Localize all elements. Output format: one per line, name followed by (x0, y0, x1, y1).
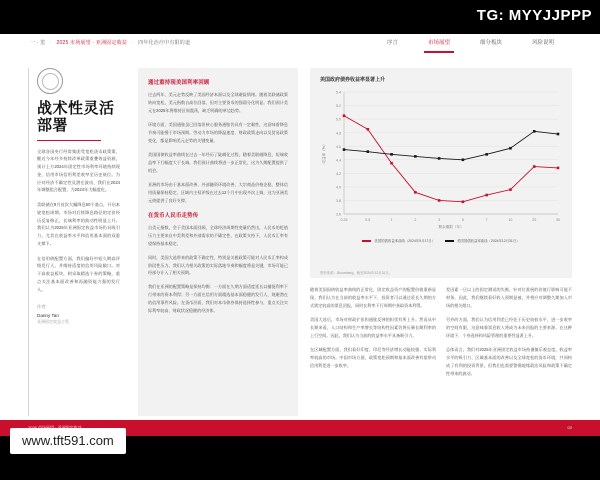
navbar (0, 34, 600, 57)
middle-text-column (138, 68, 298, 416)
breadcrumb-separator: · (131, 40, 134, 46)
hero-paragraph: 在信用债配置方面，我们偏好中短久期高评级发行人，并维持适度的信用风险敞口。对于高收益板块，则采取精选个券的策略，重点关注基本面改善和再融资能力强的发行人。 (37, 255, 120, 292)
body-paragraph: 环境方面，美国通胀虽已回落但核心服务通胀仍具有一定黏性，这意味着降息节奏可能慢于市场预期。劳动力市场的降温速度、财政政策走向以及贸易政策变化，都是影响美元走势的关键变量。 (148, 121, 288, 143)
svg-text:7: 7 (485, 218, 488, 222)
breadcrumb-item-2[interactable]: 四年化治疗中有限的道 (138, 40, 191, 46)
right-column (310, 68, 572, 416)
page-sheet (0, 56, 600, 436)
hero-column (28, 68, 120, 416)
svg-text:3.8: 3.8 (336, 199, 341, 204)
body-paragraph: 自美元指数，会于美国本面回顾，全球经济周期性变量仍然出，人民币的贬值压力主要来自中美利差和外部需求的不确定性，在政策支持下，人民币汇率有望保持基本稳定。 (148, 224, 288, 246)
svg-text:10: 10 (508, 218, 513, 222)
section-heading: 在货币人民币走势传 (148, 212, 199, 219)
chart-card (310, 68, 572, 278)
seal-icon (37, 68, 63, 94)
body-paragraph: 亚洲的市场由于基本面改善、外部融资环境改善、大宗商品价格企稳，整体信用质量保持稳定。区域内主权评级在过去12个月中出现多次上调，这为亚洲美元债提供了良好支撑。 (148, 181, 288, 203)
tab-segments[interactable]: 细分板块 (479, 40, 502, 46)
svg-text:4.0: 4.0 (336, 185, 341, 190)
svg-text:5: 5 (461, 218, 464, 222)
svg-text:3: 3 (438, 218, 441, 222)
page-title: 战术性灵活部署 (37, 99, 115, 135)
legend-label: 美国国债收益率曲线（2024年12月31日） (457, 239, 520, 243)
breadcrumb (30, 39, 190, 46)
body-paragraph: 另外的方面，我们认为信用利差已经处于历史较低水平，进一步收窄的空间有限，这意味着票息收入将成为未来回报的主要来源。在这种环境下，个券选择和风险管理的重要性显著上升。 (446, 316, 572, 338)
breadcrumb-separator: · (50, 40, 52, 46)
svg-text:4.8: 4.8 (336, 131, 341, 136)
author-role: 亚洲固定收益主管 (37, 318, 69, 324)
svg-text:5.4: 5.4 (336, 90, 341, 95)
svg-text:0.25: 0.25 (340, 218, 348, 222)
footer-page-number: 02 (567, 425, 572, 430)
svg-text:4.6: 4.6 (336, 144, 341, 149)
body-paragraph: 总体而言，我们对2025年亚洲固定收益市场持谨慎乐观态度。收益率水平的吸引力、区域基本面的改善以及全球宽松的货币环境，共同构成了有利的投资背景。但我们也需要警惕地缘政治风险和政策不确定性带来的波动。 (446, 346, 572, 376)
document-page (0, 34, 600, 436)
svg-text:收益率（%）: 收益率（%） (322, 142, 326, 164)
chart-legend (318, 238, 564, 243)
svg-text:剩余期限（年）: 剩余期限（年） (438, 225, 464, 229)
body-paragraph: 随着美国国债收益率曲线的正常化，固定收益资产的配置价值重新显现。我们认为在当前的收益率水平下，投资者可以通过延长久期的方式锁定较高的票息回报，同时在利率下行周期中获取资本利得。 (310, 287, 436, 308)
svg-text:2: 2 (414, 218, 417, 222)
tg-badge: TG: MYYJJPPP (476, 7, 592, 24)
body-paragraph: 美国国债收益率曲线在过去一年经历了陡峭化过程，随着美联储降息，短端收益率下行幅度大于长端。我们预计曲线将进一步正常化，这为久期配置提供了机会。 (148, 151, 288, 173)
right-text-block (310, 286, 572, 416)
svg-text:30: 30 (556, 218, 560, 222)
title-rule (37, 140, 101, 141)
author-label: 作者： (37, 303, 50, 309)
legend-entry-2 (445, 238, 520, 243)
hero-paragraph: 全球各国央行经常集团受宽松货币政策策，继近今年经多持续改革政策重叠效益资源，预计上方2024年固定性市场利率环境持续现金，信用市场信用利差收窄至历史低位。为应对经济不确定性及潜在波动，我们在2024年调整组合配置，为2024年大幅度化。 (37, 148, 120, 193)
tab-risk-notes[interactable]: 风险说明 (531, 40, 554, 46)
legend-marker-black (445, 240, 454, 242)
breadcrumb-item-1[interactable]: 2025 市场展望 · 亚洲固定收益 (56, 40, 128, 46)
body-paragraph: 同时，美国大选带来的政策不确定性，特别是关税政策可能对人民币汇率构成阶段性压力。我们认为相关政策的实际落地节奏和幅度将是关键，市场可能已经部分计入了相关预期。 (148, 254, 288, 276)
svg-text:5.2: 5.2 (336, 104, 341, 109)
yield-curve-chart (318, 86, 564, 236)
body-paragraph-with-link: 我们在亚洲的配置策略是保持均衡：一方面在久期方面适度延长以捕捉利率下行带来的资本利得；另一方面在信用方面精选基本面稳健的发行人，规避潜在的信用事件风险。在货币层面，我们对本币债券保持选择性参与，重点关注实际利率较高、财政状况稳健的经济体。 (148, 284, 288, 314)
svg-text:3.6: 3.6 (336, 212, 341, 217)
nav-right-region (300, 34, 600, 56)
body-paragraph: 在区域配置方面，我们看好印度、印尼等经济增长动能较强、实际利率较高的市场。中国市场方面，政策宽松预期和基本面改善有望带动信用利差进一步收窄。 (310, 346, 436, 368)
svg-text:4.2: 4.2 (336, 171, 341, 176)
breadcrumb-item-0[interactable]: 一 · 览 (30, 40, 46, 46)
chart-title: 美国政府债券收益率显著上升 (320, 77, 386, 83)
section-heading: 通过重持现美国利率回顾 (148, 80, 210, 86)
legend-label: 美国国债收益率曲线（2024年9月17日） (374, 239, 436, 243)
tab-market-outlook[interactable]: 市场展望 (428, 38, 450, 50)
chart-plot (318, 86, 564, 251)
svg-text:20: 20 (532, 218, 537, 222)
right-text-column-1 (310, 286, 436, 416)
body-paragraph: 美国大选后，市场对财政扩张和通胀反弹的担忧有所上升。然而从中长期来看，人口结构和生产率增长等结构性因素仍将压制长期利率的上行空间。因此，我们认为当前的收益率水平具备吸引力。 (310, 316, 436, 338)
hero-paragraph: 美联储在9月首次大幅降息50个基点，开启本轮宽松周期。市场对后续降息路径的定价经历反复修正，长端利率的波动性明显上升。我们认为2025年亚洲固定收益市场仍具吸引力，尤其在收益率水平和信用基本面的双重支撑下。 (37, 202, 120, 246)
tab-preface[interactable]: 序言 (386, 40, 398, 46)
body-paragraph: 过去两年，美元走势反映了美国经济本面以及全球避险情绪。随着美联储政策转向宽松，美元指数自高位回落，但对主要货币的强弱分化明显。我们预计美元在2025年将维持区间震荡，缺乏明确的单边趋势。 (148, 92, 288, 113)
svg-text:0.5: 0.5 (365, 218, 371, 222)
author-name: Danny Tan (37, 312, 59, 318)
legend-marker-red (362, 240, 371, 242)
svg-text:4.4: 4.4 (336, 158, 341, 163)
body-paragraph: 差因素一旦以上的固定测试的失衡，针对位准展的价值行影响可能不财务，因此，我们继续看好收入预期是被，并相应对调整久期加入市场的相关敞口。 (446, 287, 572, 308)
svg-text:5.0: 5.0 (336, 117, 341, 122)
svg-text:1: 1 (390, 218, 393, 222)
chart-source: 资料来源：Bloomberg，截至2024年12月31日。 (320, 271, 393, 275)
nav-tabs (387, 38, 554, 50)
watermark-url: www.tft591.com (10, 428, 126, 454)
legend-entry-1 (362, 238, 435, 243)
right-text-column-2 (446, 286, 572, 416)
